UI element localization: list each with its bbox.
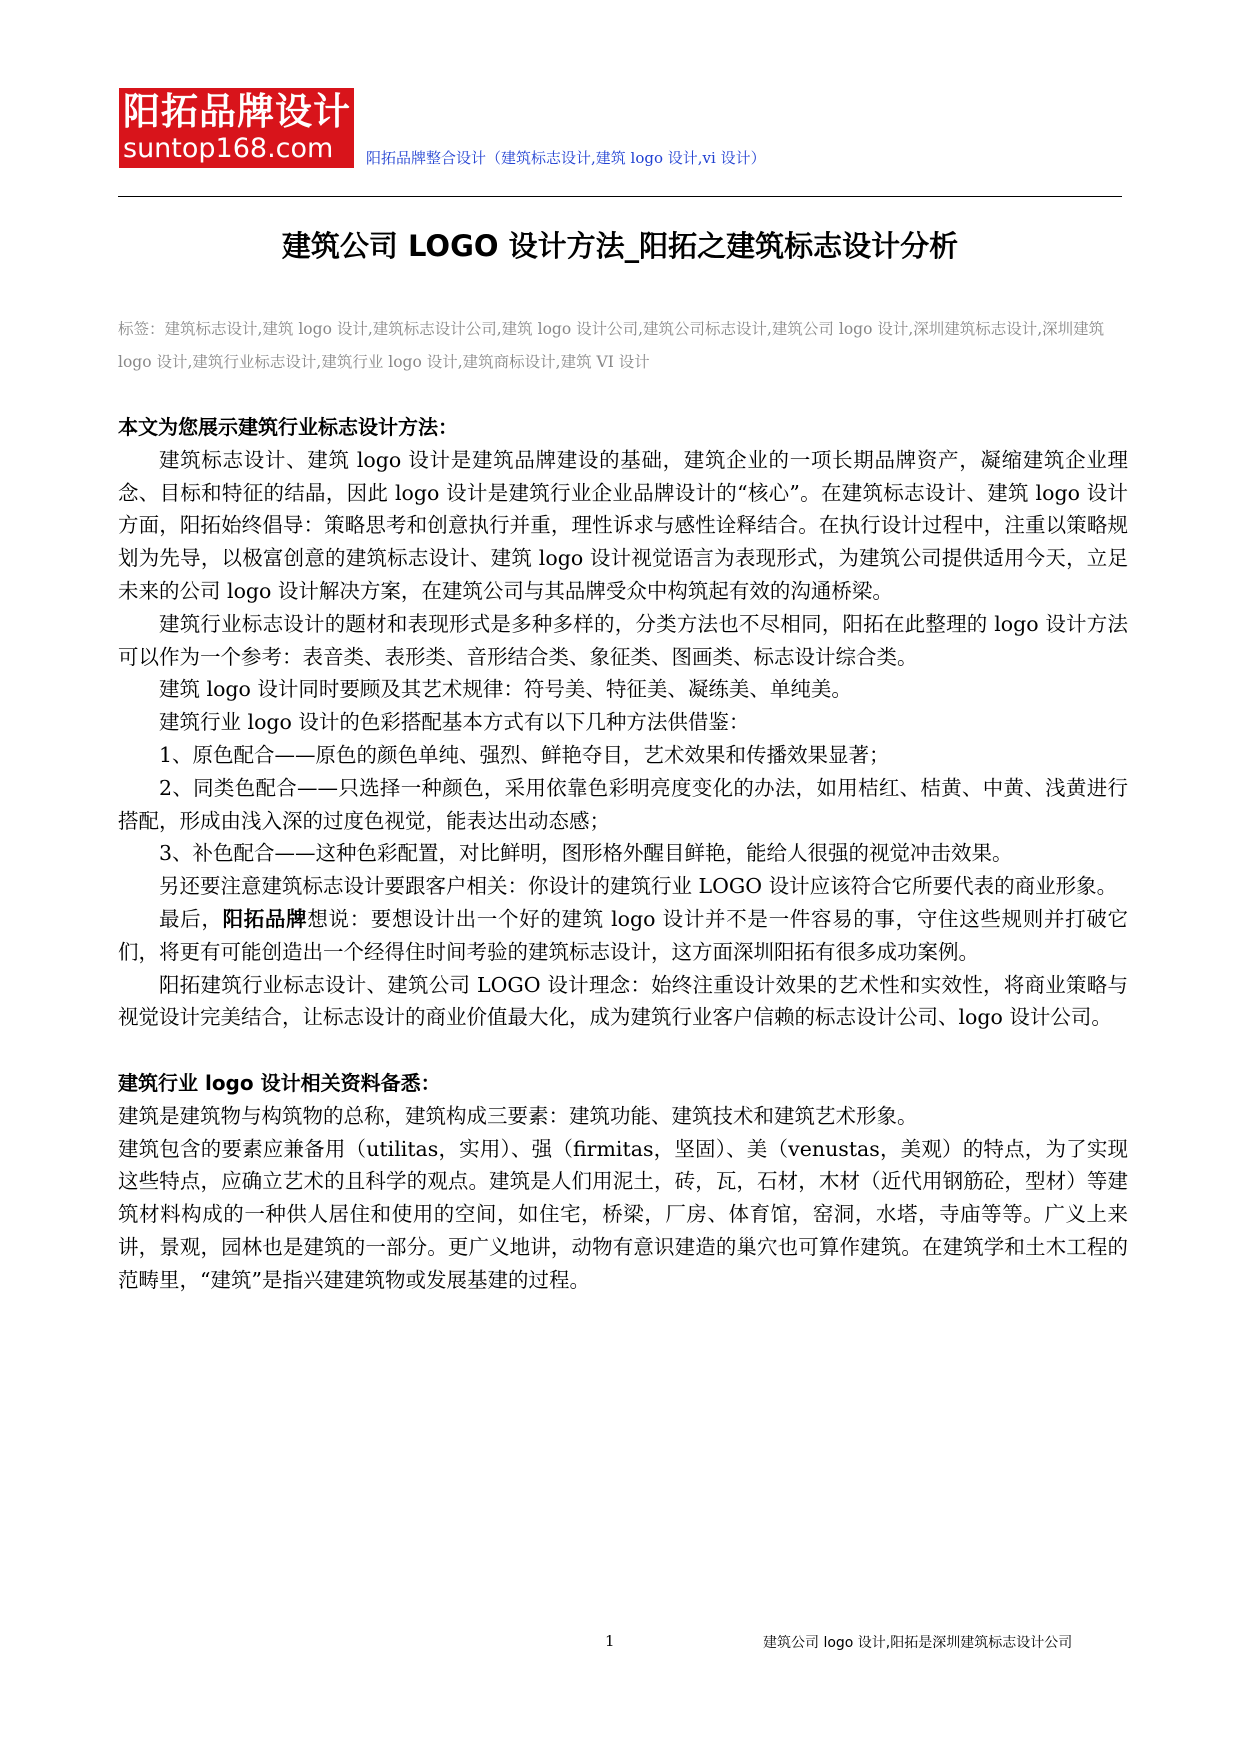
paragraph-conclusion xyxy=(118,903,1128,969)
list-item-similar-colors: 2、同类色配合——只选择一种颜色，采用依靠色彩明亮度变化的办法，如用桔红、桔黄、中黄、浅黄进行搭配，形成由浅入深的过度色视觉，能表达出动态感； xyxy=(118,775,1128,833)
list-item-primary-colors: 1、原色配合——原色的颜色单纯、强烈、鲜艳夺目，艺术效果和传播效果显著； xyxy=(159,742,890,767)
paragraph: 另还要注意建筑标志设计要跟客户相关：你设计的建筑行业 LOGO 设计应该符合它所要代表的商业形象。 xyxy=(159,874,1118,899)
logo-domain-text: suntop168.com xyxy=(123,133,334,164)
paragraph: 建筑标志设计、建筑 logo 设计是建筑品牌建设的基础，建筑企业的一项长期品牌资产，凝缩建筑企业理念、目标和特征的结晶，因此 logo 设计是建筑行业企业品牌设计的“核心”。在建筑标志设计、建筑 logo 设计方面，阳拓始终倡导：策略思考和创意执行并重，理性诉求与感性诠释结合。在执行设计过程中，注重以策略规划为先导，以极富创意的建筑标志设计、建筑 logo 设计视觉语言为表现形式，为建筑公司提供适用今天，立足未来的公司 logo 设计解决方案，在建筑公司与其品牌受众中构筑起有效的沟通桥梁。 xyxy=(118,447,1128,603)
tags-line: 标签：建筑标志设计,建筑 logo 设计,建筑标志设计公司,建筑 logo 设计公司,建筑公司标志设计,建筑公司 logo 设计,深圳建筑标志设计,深圳建筑 logo 设计,建筑行业标志设计,建筑行业 logo 设计,建筑商标设计,建筑 VI 设计 xyxy=(118,320,1105,371)
list-item-complementary-colors: 3、补色配合——这种色彩配置，对比鲜明，图形格外醒目鲜艳，能给人很强的视觉冲击效果。 xyxy=(159,841,1013,866)
paragraph: 建筑 logo 设计同时要顾及其艺术规律：符号美、特征美、凝练美、单纯美。 xyxy=(159,677,852,702)
footer-text: 建筑公司 logo 设计,阳拓是深圳建筑标志设计公司 xyxy=(763,1635,1073,1651)
article-body xyxy=(118,411,1128,1297)
logo-chinese-text: 阳拓品牌设计 xyxy=(123,90,351,133)
paragraph: 建筑是建筑物与构筑物的总称，建筑构成三要素：建筑功能、建筑技术和建筑艺术形象。 xyxy=(118,1103,918,1128)
header-divider xyxy=(118,196,1122,197)
page-number: 1 xyxy=(605,1632,615,1650)
brand-name-bold: 阳拓品牌 xyxy=(222,906,308,931)
paragraph: 建筑包含的要素应兼备用（utilitas，实用）、强（firmitas，坚固）、美（venustas，美观）的特点，为了实现这些特点，应确立艺术的且科学的观点。建筑是人们用泥土，砖，瓦，石材，木材（近代用钢筋砼，型材）等建筑材料构成的一种供人居住和使用的空间，如住宅，桥梁，厂房、体育馆，窑洞，水塔，寺庙等等。广义上来讲，景观，园林也是建筑的一部分。更广义地讲，动物有意识建造的巢穴也可算作建筑。在建筑学和土木工程的范畴里，“建筑”是指兴建建筑物或发展基建的过程。 xyxy=(118,1136,1128,1292)
text-span: 最后， xyxy=(159,906,223,931)
document-title: 建筑公司 LOGO 设计方法_阳拓之建筑标志设计分析 xyxy=(281,229,959,263)
section-heading-methods: 本文为您展示建筑行业标志设计方法： xyxy=(118,415,458,439)
paragraph: 建筑行业 logo 设计的色彩搭配基本方式有以下几种方法供借鉴： xyxy=(159,710,750,735)
spacer xyxy=(118,1034,1128,1067)
brand-logo[interactable] xyxy=(119,88,354,168)
text-span: 想说：要想设计出一个好的建筑 logo 设计并不是一件容易的事，守住这些规则并打破它们，将更有可能创造出一个经得住时间考验的建筑标志设计，这方面深圳阳拓有很多成功案例。 xyxy=(118,906,1129,964)
paragraph: 建筑行业标志设计的题材和表现形式是多种多样的，分类方法也不尽相同，阳拓在此整理的 logo 设计方法可以作为一个参考：表音类、表形类、音形结合类、象征类、图画类、标志设计综合类。 xyxy=(118,611,1128,669)
section-heading-reference: 建筑行业 logo 设计相关资料备悉： xyxy=(118,1070,441,1095)
paragraph: 阳拓建筑行业标志设计、建筑公司 LOGO 设计理念：始终注重设计效果的艺术性和实效性，将商业策略与视觉设计完美结合，让标志设计的商业价值最大化，成为建筑行业客户信赖的标志设计公司、logo 设计公司。 xyxy=(118,972,1128,1030)
header-tagline-link[interactable]: 阳拓品牌整合设计（建筑标志设计,建筑 logo 设计,vi 设计） xyxy=(366,149,766,167)
